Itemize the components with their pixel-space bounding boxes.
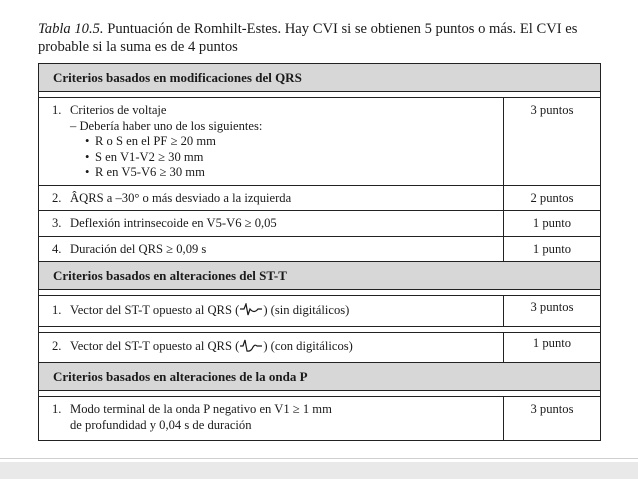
section-header-row (39, 64, 601, 92)
criterion-cell (39, 332, 504, 363)
criterion-text: ) (con digitálicos) (263, 338, 353, 353)
table-row (39, 236, 601, 262)
romhilt-estes-table (38, 63, 601, 441)
section-header-row (39, 363, 601, 391)
points-cell: 3 puntos (504, 397, 601, 441)
criterion-text: Vector del ST-T opuesto al QRS ( (70, 338, 240, 353)
criterion-text: Criterios de voltaje (70, 103, 167, 117)
criterion-text: ÂQRS a –30° o más desviado a la izquierda (70, 190, 292, 205)
caption-text: Puntuación de Romhilt-Estes. Hay CVI si se obtienen 5 puntos o más. El CVI es probable si la suma es de 4 puntos (38, 21, 578, 55)
section-title: Criterios basados en modificaciones del QRS (39, 64, 601, 92)
criterion-text: de profundidad y 0,04 s de duración (70, 417, 252, 432)
criterion-cell (39, 236, 504, 262)
row-number: 1. (52, 402, 62, 416)
row-number: 1. (52, 103, 62, 117)
criterion-cell (39, 185, 504, 211)
points-cell: 1 punto (504, 211, 601, 237)
table-row (39, 332, 601, 363)
row-number: 3. (52, 216, 62, 230)
row-number: 1. (52, 303, 62, 317)
points-cell: 3 puntos (504, 296, 601, 327)
table-row (39, 397, 601, 441)
criterion-text: Duración del QRS ≥ 0,09 s (70, 241, 207, 256)
criterion-text: Modo terminal de la onda P negativo en V1 ≥ 1 mm (70, 402, 332, 416)
criterion-cell (39, 98, 504, 186)
section-header-row (39, 262, 601, 290)
criterion-subtext: – Debería haber uno de los siguientes: (70, 118, 263, 133)
list-item: • S en V1-V2 ≥ 30 mm (85, 149, 204, 164)
bullet-text: R en V5-V6 ≥ 30 mm (95, 165, 205, 179)
list-item: • R o S en el PF ≥ 20 mm (85, 134, 216, 148)
list-item: • R en V5-V6 ≥ 30 mm (85, 165, 205, 179)
points-cell: 2 puntos (504, 185, 601, 211)
table-row (39, 211, 601, 237)
bullet-text: R o S en el PF ≥ 20 mm (95, 134, 216, 148)
table-row (39, 296, 601, 327)
criterion-cell (39, 397, 504, 441)
table-caption (38, 20, 608, 56)
bullet-text: S en V1-V2 ≥ 30 mm (95, 149, 204, 164)
table-row (39, 98, 601, 186)
row-number: 4. (52, 241, 62, 256)
criterion-cell (39, 296, 504, 327)
points-cell: 1 punto (504, 236, 601, 262)
criterion-text: Deflexión intrinsecoide en V5-V6 ≥ 0,05 (70, 216, 277, 230)
caption-label: Tabla 10.5. (38, 21, 104, 37)
criterion-text: Vector del ST-T opuesto al QRS ( (70, 303, 240, 317)
row-number: 2. (52, 190, 62, 205)
footer-rule (0, 458, 638, 459)
section-title: Criterios basados en alteraciones del ST-T (39, 262, 601, 290)
section-title: Criterios basados en alteraciones de la onda P (39, 363, 601, 391)
points-cell: 3 puntos (504, 98, 601, 186)
row-number: 2. (52, 338, 62, 353)
footer-bar (0, 462, 638, 479)
digitalis-wave-icon (239, 339, 263, 353)
table-row (39, 185, 601, 211)
criterion-text: ) (sin digitálicos) (263, 303, 350, 317)
criterion-cell (39, 211, 504, 237)
points-cell: 1 punto (504, 332, 601, 363)
st-t-wave-icon (239, 303, 263, 317)
